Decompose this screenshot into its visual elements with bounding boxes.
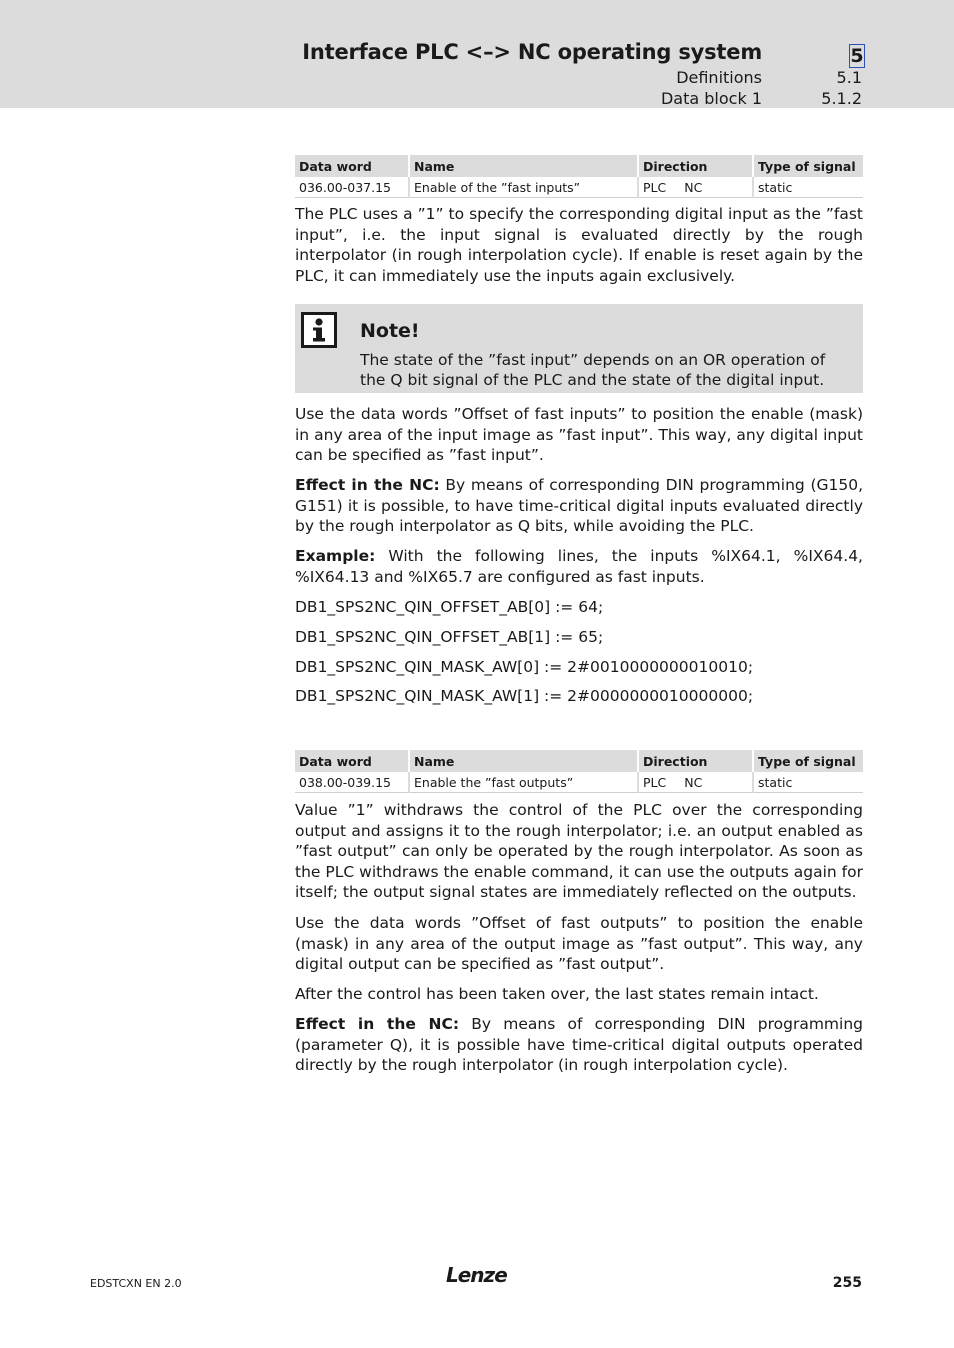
- table-row: [295, 772, 863, 793]
- effect-lead: Effect in the NC:: [295, 1015, 460, 1033]
- data-word-table-outputs: [295, 750, 863, 793]
- table-header-row: [295, 750, 863, 772]
- cell-direction: [638, 177, 753, 198]
- footer-doc-id: EDSTCXN EN 2.0: [90, 1277, 182, 1290]
- cell-name: Enable the ”fast outputs”: [409, 772, 638, 793]
- header-type-of-signal: Type of signal: [753, 750, 863, 772]
- paragraph-offset-inputs: Use the data words ”Offset of fast inputs” to position the enable (mask) in any area of the input image as ”fast input”. This way, any digital input can be specified as ”fast input”.: [295, 405, 863, 465]
- paragraph-offset-outputs: Use the data words ”Offset of fast outputs” to position the enable (mask) in any area of the output image as ”fast output”. This way, any digital output can be specified as ”fast output”.: [295, 914, 863, 974]
- header-data-word: Data word: [295, 155, 409, 177]
- subsection-title: Data block 1: [660, 89, 762, 108]
- cell-type: static: [753, 772, 863, 793]
- effect-text: By means of corresponding DIN programming (G150, G151) it is possible, to have time-critical digital inputs evaluated directly by the rough interpolator as Q bits, while avoiding the PLC.: [295, 476, 864, 536]
- table-header-row: [295, 155, 863, 177]
- direction-to: NC: [684, 179, 703, 195]
- code-line: DB1_SPS2NC_QIN_MASK_AW[1] := 2#0000000010000000;: [295, 687, 754, 705]
- header-direction: Direction: [638, 750, 753, 772]
- cell-data-word: 036.00-037.15: [295, 177, 409, 198]
- code-line: DB1_SPS2NC_QIN_OFFSET_AB[1] := 65;: [295, 628, 604, 646]
- section-number: 5.1: [836, 68, 862, 87]
- paragraph-fast-outputs: Value ”1” withdraws the control of the PLC over the corresponding output and assigns it to the rough interpolator; i.e. an output enabled as ”fast output” can only be operated by the rough interpolator. As soon as the PLC withdraws the enable command, it can use the outputs again for itself; the output signal states are immediately reflected on the outputs.: [295, 801, 863, 902]
- page-title: Interface PLC <–> NC operating system: [302, 40, 762, 64]
- effect-text: By means of corresponding DIN programming (parameter Q), it is possible have time-critical digital outputs operated directly by the rough interpolator (in rough interpolation cycle).: [295, 1015, 864, 1075]
- cell-name: Enable of the ”fast inputs”: [409, 177, 638, 198]
- example-text: With the following lines, the inputs %IX64.1, %IX64.4, %IX64.13 and %IX65.7 are configured as fast inputs.: [295, 547, 863, 586]
- lenze-logo: Lenze: [446, 1263, 507, 1287]
- table-row: [295, 177, 863, 198]
- paragraph-fast-inputs: The PLC uses a ”1” to specify the corresponding digital input as the ”fast input”, i.e. the input signal is evaluated directly by the rough interpolator (in rough interpolation cycle). If enable is reset again by the PLC, it can immediately use the inputs again exclusively.: [295, 205, 863, 285]
- header-name: Name: [409, 750, 638, 772]
- page-number: 255: [832, 1275, 862, 1291]
- paragraph-control-taken: After the control has been taken over, the last states remain intact.: [295, 985, 819, 1003]
- paragraph-effect-nc-outputs: [295, 1014, 863, 1076]
- paragraph-example: [295, 546, 863, 587]
- chapter-number[interactable]: 5: [850, 45, 864, 67]
- header-direction: Direction: [638, 155, 753, 177]
- header-name: Name: [409, 155, 638, 177]
- note-box: [295, 304, 863, 393]
- code-line: DB1_SPS2NC_QIN_MASK_AW[0] := 2#0010000000010010;: [295, 658, 754, 676]
- effect-lead: Effect in the NC:: [295, 476, 440, 494]
- paragraph-effect-nc-inputs: [295, 475, 863, 537]
- example-lead: Example:: [295, 547, 376, 565]
- note-text: The state of the ”fast input” depends on an OR operation of the Q bit signal of the PLC and the state of the digital input.: [360, 351, 826, 389]
- direction-from: PLC: [643, 179, 667, 195]
- header-data-word: Data word: [295, 750, 409, 772]
- direction-from: PLC: [643, 774, 667, 790]
- data-word-table-inputs: [295, 155, 863, 198]
- direction-to: NC: [684, 774, 703, 790]
- cell-type: static: [753, 177, 863, 198]
- cell-direction: [638, 772, 753, 793]
- cell-data-word: 038.00-039.15: [295, 772, 409, 793]
- info-icon: [301, 312, 337, 348]
- subsection-number: 5.1.2: [821, 89, 862, 108]
- header-type-of-signal: Type of signal: [753, 155, 863, 177]
- section-title: Definitions: [676, 68, 762, 87]
- note-title: Note!: [360, 320, 420, 342]
- code-line: DB1_SPS2NC_QIN_OFFSET_AB[0] := 64;: [295, 598, 604, 616]
